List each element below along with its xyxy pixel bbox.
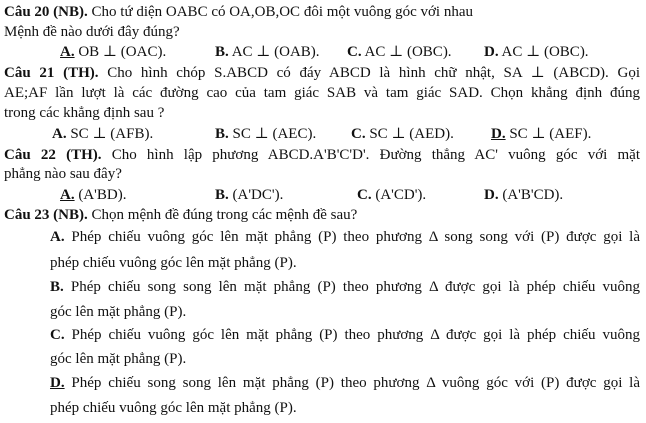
q22-option-d xyxy=(484,186,563,204)
q21-option-b xyxy=(215,125,316,143)
q22-option-b xyxy=(215,186,283,204)
option-letter: A. xyxy=(60,44,75,60)
option-letter: D. xyxy=(50,375,65,391)
option-letter: B. xyxy=(215,126,229,142)
q23-option-c xyxy=(50,326,640,344)
option-text: AC ⊥ (OAB). xyxy=(231,44,320,60)
option-text: SC ⊥ (AEC). xyxy=(232,126,317,142)
q20-stem-text: Cho tứ diện OABC có OA,OB,OC đôi một vuông góc với nhau xyxy=(91,4,473,20)
q20-option-b xyxy=(215,43,320,61)
q23-label: Câu 23 (NB). xyxy=(4,207,88,223)
q21-stem-line3: trong các khẳng định sau ? xyxy=(4,105,165,121)
q22-label: Câu 22 (TH). xyxy=(4,147,102,163)
option-letter: B. xyxy=(50,279,64,295)
q22-option-c xyxy=(357,186,426,204)
option-letter: C. xyxy=(50,327,65,343)
q21-option-c xyxy=(351,125,454,143)
option-text: AC ⊥ (OBC). xyxy=(501,44,589,60)
q23-option-d xyxy=(50,374,640,392)
option-text: (A'BD). xyxy=(78,187,127,203)
option-letter: C. xyxy=(357,187,372,203)
q21-option-d xyxy=(491,125,591,143)
option-letter: A. xyxy=(52,126,67,142)
q22-option-a xyxy=(60,186,126,204)
q21-stem-line2: AE;AF lần lượt là các đường cao của tam giác SAB và tam giác SAD. Chọn khẳng định đúng xyxy=(4,85,640,101)
option-text: SC ⊥ (AFB). xyxy=(70,126,154,142)
option-letter: D. xyxy=(484,187,499,203)
q23-option-a-line2: phép chiếu vuông góc lên mặt phẳng (P). xyxy=(50,255,297,271)
option-text: SC ⊥ (AED). xyxy=(369,126,454,142)
option-letter: A. xyxy=(60,187,75,203)
q23-option-a xyxy=(50,228,640,246)
q23-option-b xyxy=(50,278,640,296)
option-letter: D. xyxy=(491,126,506,142)
option-letter: C. xyxy=(351,126,366,142)
q20-option-c xyxy=(347,43,452,61)
option-letter: B. xyxy=(215,44,229,60)
option-letter: A. xyxy=(50,229,65,245)
option-text: (A'CD'). xyxy=(375,187,427,203)
q23-option-c-line2: góc lên mặt phẳng (P). xyxy=(50,351,187,367)
option-text: OB ⊥ (OAC). xyxy=(78,44,167,60)
option-text: Phép chiếu vuông góc lên mặt phẳng (P) theo phương Δ song song với (P) được gọi là xyxy=(71,229,641,245)
q22-stem-text: Cho hình lập phương ABCD.A'B'C'D'. Đường thẳng AC' vuông góc với mặt xyxy=(111,147,640,163)
q23-stem-text: Chọn mệnh đề đúng trong các mệnh đề sau? xyxy=(91,207,358,223)
option-text: SC ⊥ (AEF). xyxy=(509,126,592,142)
q23-stem-line1 xyxy=(4,206,357,224)
q20-label: Câu 20 (NB). xyxy=(4,4,88,20)
option-text: (A'DC'). xyxy=(232,187,284,203)
q21-label: Câu 21 (TH). xyxy=(4,65,99,81)
q23-option-b-line2: góc lên mặt phẳng (P). xyxy=(50,304,187,320)
q20-option-a xyxy=(60,43,166,61)
q20-option-d xyxy=(484,43,589,61)
q21-stem-text: Cho hình chóp S.ABCD có đáy ABCD là hình chữ nhật, SA ⊥ (ABCD). Gọi xyxy=(107,65,641,81)
option-text: Phép chiếu song song lên mặt phẳng (P) theo phương Δ vuông góc với (P) được gọi là xyxy=(71,375,641,391)
q20-stem-line2: Mệnh đề nào dưới đây đúng? xyxy=(4,24,180,40)
option-text: Phép chiếu vuông góc lên mặt phẳng (P) theo phương Δ được gọi là phép chiếu vuông xyxy=(71,327,640,343)
q21-option-a xyxy=(52,125,153,143)
option-letter: D. xyxy=(484,44,499,60)
q22-stem-line1 xyxy=(4,146,640,164)
option-text: AC ⊥ (OBC). xyxy=(364,44,452,60)
q23-option-d-line2: phép chiếu vuông góc lên mặt phẳng (P). xyxy=(50,400,297,416)
option-text: Phép chiếu song song lên mặt phẳng (P) theo phương Δ được gọi là phép chiếu vuông xyxy=(70,279,641,295)
option-letter: B. xyxy=(215,187,229,203)
q20-stem-line1 xyxy=(4,3,473,21)
option-text: (A'B'CD). xyxy=(502,187,564,203)
q21-stem-line1 xyxy=(4,64,640,82)
q22-stem-line2: phẳng nào sau đây? xyxy=(4,166,122,182)
option-letter: C. xyxy=(347,44,362,60)
